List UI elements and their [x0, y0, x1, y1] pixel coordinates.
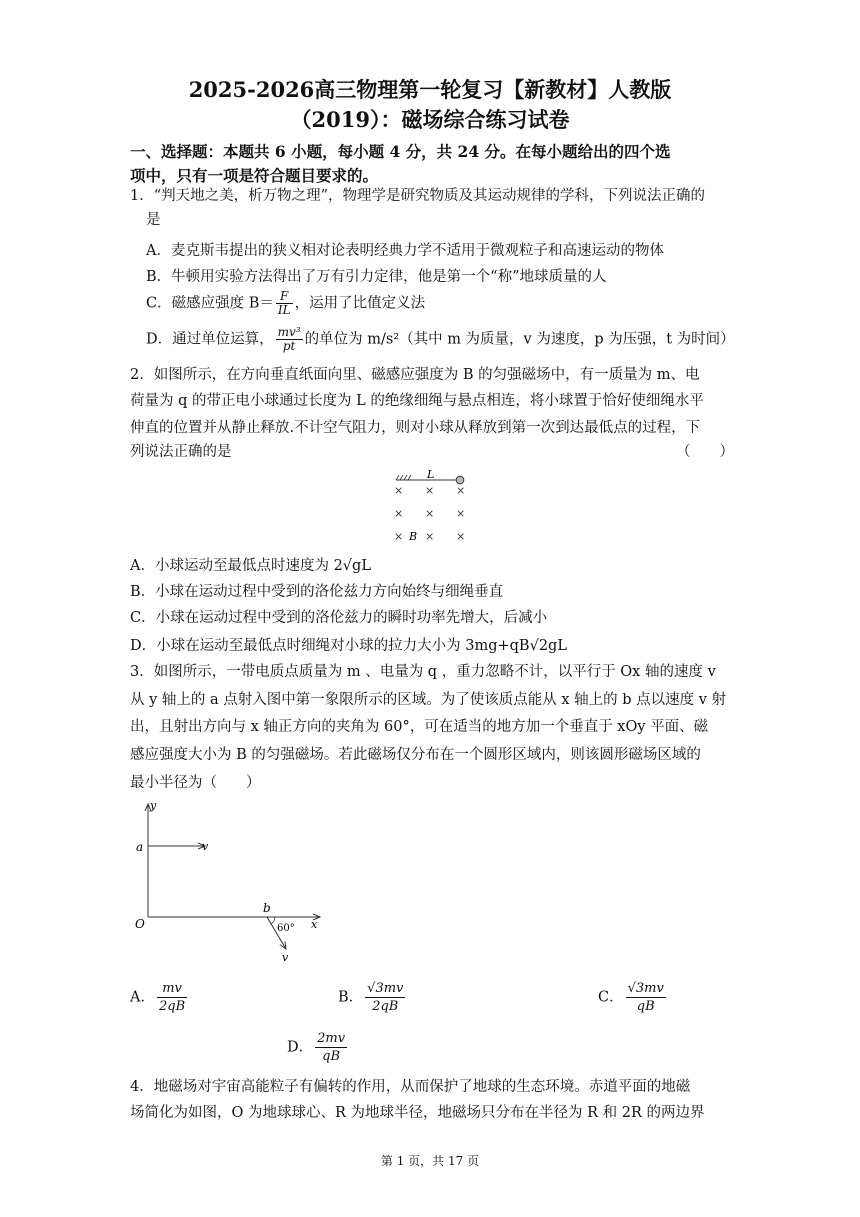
fraction-denominator: 2qB [372, 999, 399, 1014]
label-x: x [311, 918, 318, 931]
fraction-numerator: √3mv [627, 981, 664, 996]
field-crosses [394, 484, 465, 543]
q3-option-c [598, 980, 668, 1015]
q3-stem-line3: 出，且射出方向与 x 轴正方向的夹角为 60°，可在适当的地方加一个垂直于 xOy 平面、磁 [130, 719, 709, 735]
fraction-numerator: F [276, 290, 293, 304]
q3-option-c-fraction [626, 980, 666, 1015]
page-title-line1: 2025-2026高三物理第一轮复习【新教材】人教版 [188, 77, 672, 102]
q3-stem-line2: 从 y 轴上的 a 点射入图中第一象限所示的区域。为了使该质点能从 x 轴上的 b 点以速度 v 射 [130, 692, 727, 708]
cross-mark: × [456, 484, 466, 497]
label-y: y [150, 799, 157, 812]
label-B: B [409, 530, 418, 543]
q3-option-d-label: D． [287, 1039, 314, 1056]
fraction-numerator: 2mv [317, 1031, 346, 1046]
q2-stem-line4: 列说法正确的是 [130, 444, 232, 460]
q3-option-d [287, 1030, 349, 1065]
q1-stem-line2: 是 [146, 212, 161, 228]
q3-option-d-fraction [315, 1030, 347, 1065]
q2-option-b: B．小球在运动过程中受到的洛伦兹力方向始终与细绳垂直 [130, 584, 504, 600]
label-v-b: v [282, 951, 289, 964]
q1-option-c-prefix: C．磁感应强度 B＝ [146, 295, 274, 312]
q1-option-d-suffix: 的单位为 m/s²（其中 m 为质量，v 为速度，p 为压强，t 为时间） [304, 331, 735, 348]
q1-option-c [146, 290, 425, 317]
q3-option-b-label: B． [338, 989, 364, 1006]
q2-answer-paren: （ ） [676, 444, 734, 460]
q3-stem-line4: 感应强度大小为 B 的匀强磁场。若此磁场仅分布在一个圆形区域内，则该圆形磁场区域的 [130, 747, 701, 763]
q2-option-a: A．小球运动至最低点时速度为 2√gL [130, 558, 371, 574]
label-L: L [427, 468, 435, 481]
label-v-a: v [202, 840, 209, 853]
fraction-denominator: qB [322, 1049, 341, 1064]
cross-mark: × [425, 507, 435, 520]
q1-option-d [146, 326, 735, 353]
section-heading-line2: 项中，只有一项是符合题目要求的。 [130, 166, 379, 185]
fraction-denominator: qB [636, 999, 655, 1014]
q4-stem-line2: 场简化为如图，O 为地球球心、R 为地球半径，地磁场只分布在半径为 R 和 2R 的两边界 [130, 1105, 705, 1121]
q1-option-d-fraction [276, 326, 303, 353]
q3-figure [125, 798, 335, 968]
q1-option-c-fraction [276, 290, 293, 317]
q3-stem-line5: 最小半径为（ ） [130, 775, 261, 791]
q2-stem-line1: 2．如图所示，在方向垂直纸面向里、磁感应强度为 B 的匀强磁场中，有一质量为 m、电 [130, 367, 700, 383]
q3-option-a-fraction [157, 980, 187, 1015]
fraction-denominator: IL [277, 303, 291, 317]
q1-stem-line1: 1．“判天地之美，析万物之理”，物理学是研究物质及其运动规律的学科，下列说法正确的 [130, 188, 706, 204]
page-footer: 第 1 页，共 17 页 [380, 1154, 480, 1168]
cross-mark: × [425, 484, 435, 497]
q3-option-c-label: C． [598, 989, 624, 1006]
fraction-numerator: √3mv [367, 981, 404, 996]
page-title-line2: （2019）：磁场综合练习试卷 [290, 107, 570, 132]
label-angle: 60° [277, 923, 295, 934]
cross-mark: × [394, 530, 404, 543]
q1-option-a: A．麦克斯韦提出的狭义相对论表明经典力学不适用于微观粒子和高速运动的物体 [146, 243, 664, 259]
angle-arc [271, 917, 275, 924]
q2-option-d: D．小球在运动至最低点时细绳对小球的拉力大小为 3mg+qB√2gL [130, 638, 567, 654]
fraction-numerator: mv [157, 980, 187, 998]
q3-option-a [130, 980, 189, 1015]
pivot-hatch [396, 475, 411, 480]
label-O: O [135, 917, 145, 931]
q3-stem-line1: 3．如图所示，一带电质点质量为 m 、电量为 q ，重力忽略不计，以平行于 Ox 轴的速度 v [130, 664, 716, 680]
q2-stem-line2: 荷量为 q 的带正电小球通过长度为 L 的绝缘细绳与悬点相连，将小球置于恰好使细绳水平 [130, 393, 704, 409]
q1-option-b: B．牛顿用实验方法得出了万有引力定律，他是第一个“称”地球质量的人 [146, 269, 607, 285]
q2-option-c: C．小球在运动过程中受到的洛伦兹力的瞬时功率先增大，后减小 [130, 610, 548, 626]
label-b: b [263, 901, 271, 915]
fraction-denominator: 2qB [158, 999, 186, 1014]
section-heading-line1: 一、选择题：本题共 6 小题，每小题 4 分，共 24 分。在每小题给出的四个选 [130, 142, 671, 161]
q3-option-b [338, 980, 407, 1015]
ball [456, 476, 464, 484]
q3-option-b-fraction [365, 980, 405, 1015]
cross-mark: × [394, 507, 404, 520]
q1-option-c-suffix: ，运用了比值定义法 [294, 295, 426, 312]
fraction-denominator: pt [282, 339, 296, 353]
q2-stem-line3: 伸直的位置并从静止释放.不计空气阻力，则对小球从释放到第一次到达最低点的过程，下 [130, 420, 701, 436]
cross-mark: × [456, 530, 466, 543]
q2-figure [390, 468, 480, 548]
q4-stem-line1: 4．地磁场对宇宙高能粒子有偏转的作用，从而保护了地球的生态环境。赤道平面的地磁 [130, 1079, 691, 1095]
label-a: a [136, 840, 144, 854]
cross-mark: × [394, 484, 404, 497]
section-heading [130, 140, 730, 188]
fraction-numerator: mv³ [277, 325, 301, 339]
cross-mark: × [456, 507, 466, 520]
cross-mark: × [425, 530, 435, 543]
q1-option-d-prefix: D．通过单位运算， [146, 331, 274, 348]
q3-option-a-label: A． [130, 989, 155, 1006]
